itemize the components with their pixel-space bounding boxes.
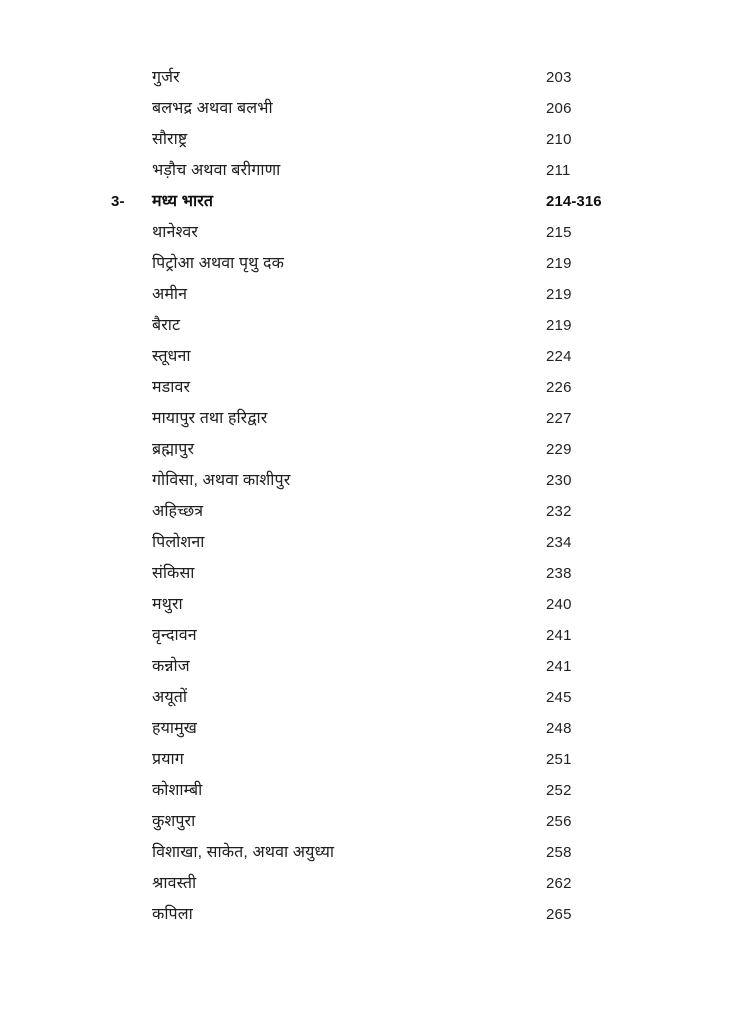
toc-entry-row <box>0 806 740 837</box>
toc-entry-row <box>0 403 740 434</box>
toc-entry-row <box>0 558 740 589</box>
toc-entry-row <box>0 868 740 899</box>
table-of-contents <box>0 62 740 930</box>
toc-entry-page-number: 211 <box>546 162 571 179</box>
toc-entry-page-number: 251 <box>546 751 572 768</box>
toc-entry-page-number: 240 <box>546 596 572 613</box>
toc-entry-page-number: 230 <box>546 472 572 489</box>
toc-entry-title: ब्रह्मापुर <box>152 441 195 458</box>
toc-entry-page-number: 265 <box>546 906 572 923</box>
toc-entry-title: बैराट <box>152 317 181 334</box>
toc-entry-page-number: 232 <box>546 503 572 520</box>
toc-entry-title: स्तूधना <box>152 348 191 365</box>
toc-entry-row <box>0 372 740 403</box>
toc-entry-title: प्रयाग <box>152 751 184 768</box>
toc-entry-page-number: 258 <box>546 844 572 861</box>
toc-entry-row <box>0 124 740 155</box>
toc-entry-page-number: 238 <box>546 565 572 582</box>
toc-entry-title: मथुरा <box>152 596 183 613</box>
toc-entry-title: हयामुख <box>152 720 197 737</box>
toc-entry-row <box>0 837 740 868</box>
toc-entry-row <box>0 310 740 341</box>
toc-entry-row <box>0 217 740 248</box>
toc-entry-title: कुशपुरा <box>152 813 196 830</box>
toc-entry-row <box>0 713 740 744</box>
toc-entry-row <box>0 93 740 124</box>
toc-entry-page-number: 234 <box>546 534 572 551</box>
toc-entry-title: मडावर <box>152 379 191 396</box>
toc-entry-row <box>0 527 740 558</box>
toc-entry-page-number: 210 <box>546 131 572 148</box>
toc-entry-row <box>0 279 740 310</box>
toc-entry-marker: 3- <box>111 193 125 210</box>
toc-entry-page-number: 241 <box>546 658 572 675</box>
toc-entry-row <box>0 155 740 186</box>
toc-entry-page-number: 245 <box>546 689 572 706</box>
toc-entry-title: अमीन <box>152 286 188 303</box>
toc-entry-title: पिट्रोआ अथवा पृथु दक <box>152 255 285 272</box>
toc-entry-page-number: 241 <box>546 627 572 644</box>
toc-section-row <box>0 186 740 217</box>
toc-entry-page-number: 219 <box>546 255 572 272</box>
toc-entry-title: भड़ौच अथवा बरीगाणा <box>152 162 281 179</box>
toc-entry-row <box>0 620 740 651</box>
toc-entry-page-number: 219 <box>546 286 572 303</box>
toc-entry-title: अहिच्छत्र <box>152 503 204 520</box>
toc-entry-row <box>0 496 740 527</box>
toc-entry-page-number: 262 <box>546 875 572 892</box>
toc-entry-page-number: 203 <box>546 69 572 86</box>
toc-entry-page-number: 227 <box>546 410 572 427</box>
toc-entry-title: सौराष्ट्र <box>152 131 188 148</box>
toc-entry-page-number: 215 <box>546 224 572 241</box>
toc-entry-title: कोशाम्बी <box>152 782 203 799</box>
toc-entry-title: वृन्दावन <box>152 627 197 644</box>
toc-entry-row <box>0 62 740 93</box>
toc-entry-row <box>0 682 740 713</box>
toc-entry-page-number: 224 <box>546 348 572 365</box>
toc-entry-row <box>0 589 740 620</box>
toc-entry-title: कन्नोज <box>152 658 190 675</box>
toc-entry-title: थानेश्वर <box>152 224 198 241</box>
toc-entry-page-number: 214-316 <box>546 193 602 210</box>
toc-entry-row <box>0 744 740 775</box>
toc-entry-title: गुर्जर <box>152 69 180 86</box>
toc-entry-row <box>0 651 740 682</box>
toc-entry-row <box>0 341 740 372</box>
toc-entry-page-number: 226 <box>546 379 572 396</box>
toc-entry-title: श्रावस्ती <box>152 875 197 892</box>
toc-entry-row <box>0 899 740 930</box>
toc-entry-page-number: 248 <box>546 720 572 737</box>
toc-entry-title: कपिला <box>152 906 193 923</box>
toc-entry-title: गोविसा, अथवा काशीपुर <box>152 472 291 489</box>
toc-entry-page-number: 256 <box>546 813 572 830</box>
toc-entry-row <box>0 248 740 279</box>
toc-entry-title: मध्य भारत <box>152 193 214 210</box>
toc-entry-title: संकिसा <box>152 565 195 582</box>
toc-entry-page-number: 219 <box>546 317 572 334</box>
toc-entry-page-number: 252 <box>546 782 572 799</box>
toc-entry-page-number: 229 <box>546 441 572 458</box>
toc-entry-row <box>0 434 740 465</box>
toc-entry-title: मायापुर तथा हरिद्वार <box>152 410 268 427</box>
toc-entry-title: बलभद्र अथवा बलभी <box>152 100 273 117</box>
toc-entry-title: अयूतों <box>152 689 188 706</box>
toc-entry-title: विशाखा, साकेत, अथवा अयुध्या <box>152 844 335 861</box>
toc-entry-row <box>0 775 740 806</box>
toc-entry-page-number: 206 <box>546 100 572 117</box>
toc-entry-row <box>0 465 740 496</box>
toc-entry-title: पिलोशना <box>152 534 205 551</box>
